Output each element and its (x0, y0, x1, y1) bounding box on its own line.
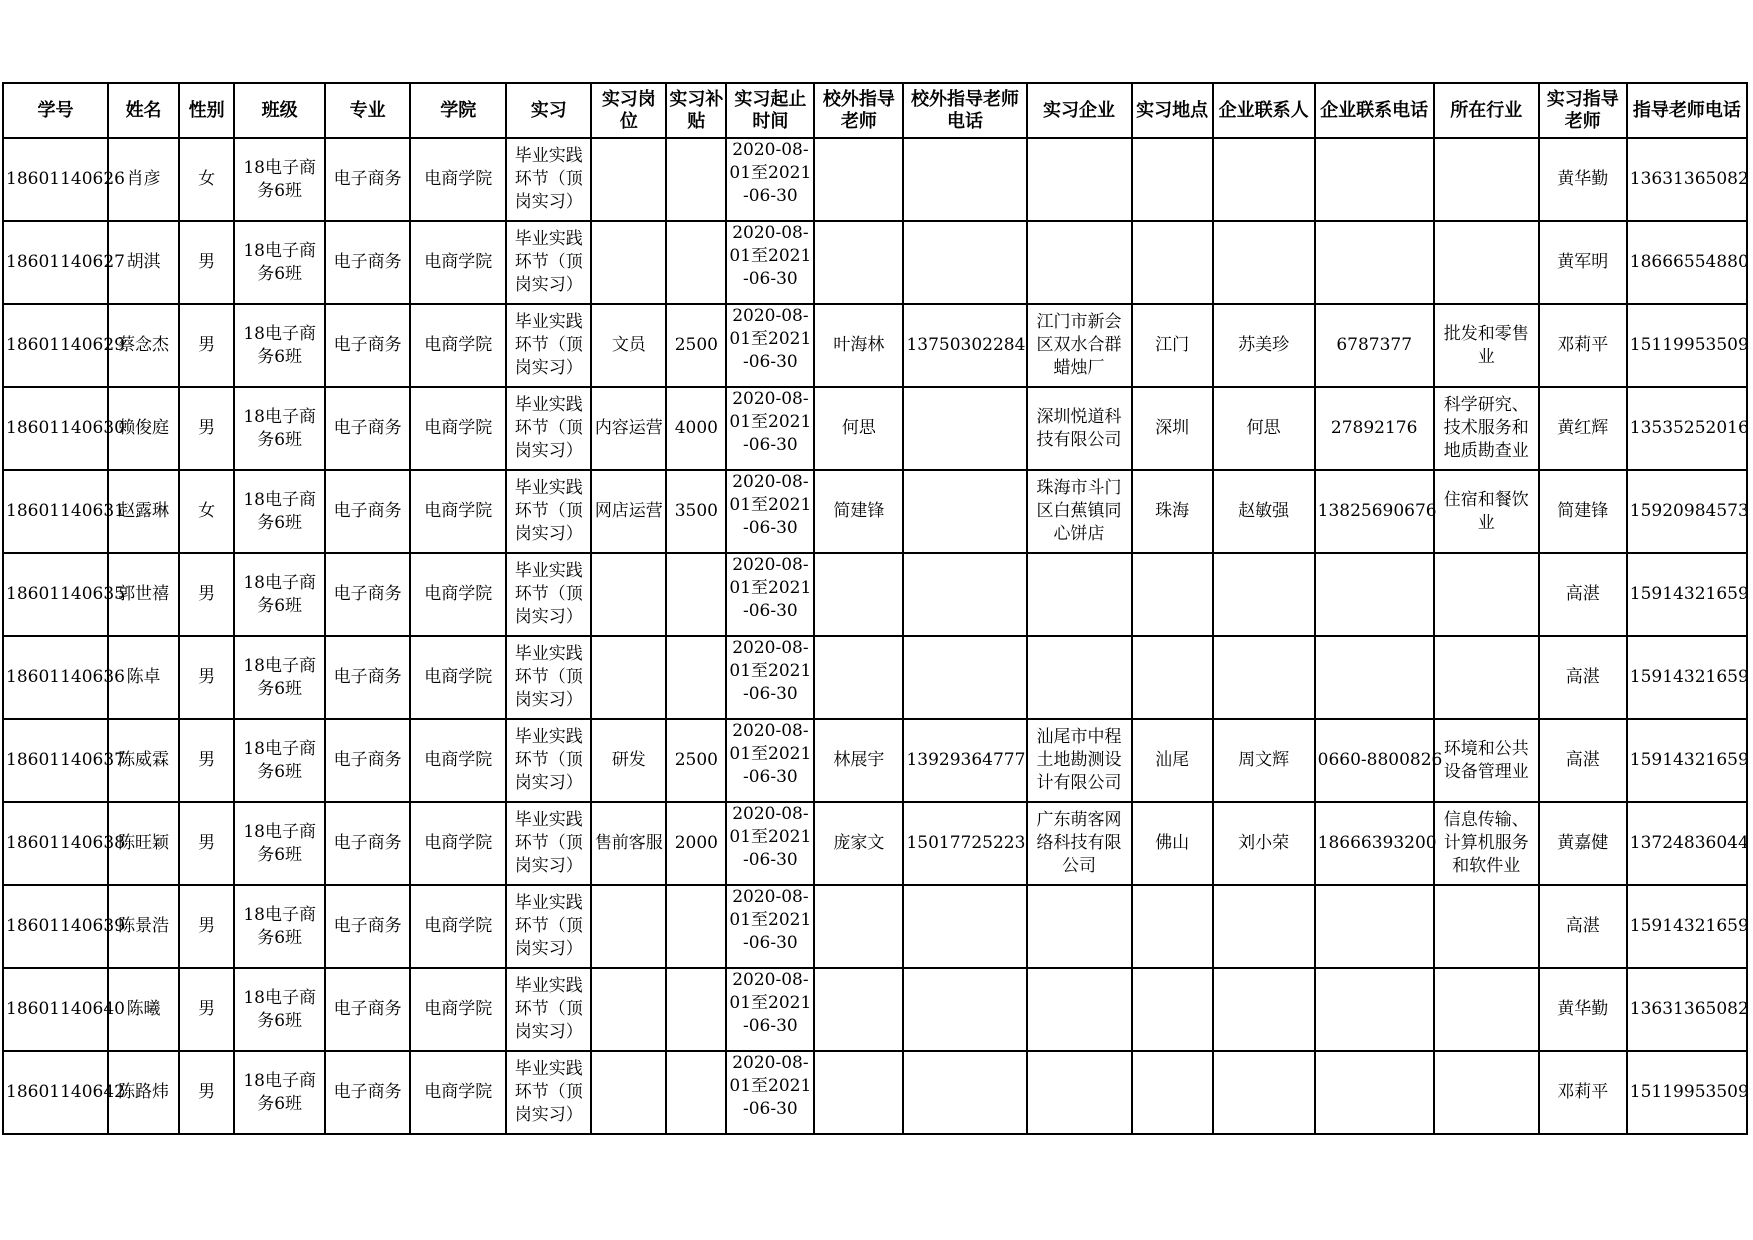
class-cell: 18电子商务6班 (234, 802, 325, 885)
column-header: 校外指导老师电话 (903, 83, 1026, 138)
gender-cell: 男 (179, 304, 234, 387)
student-id-cell: 18601140626 (3, 138, 108, 221)
external-teacher-phone-cell: 13750302284 (903, 304, 1026, 387)
external-teacher-cell (814, 968, 903, 1051)
company-cell (1027, 138, 1132, 221)
company-contact-phone-cell: 13825690676 (1315, 470, 1434, 553)
position-cell: 研发 (591, 719, 666, 802)
table-row (3, 968, 1747, 1051)
table-row (3, 636, 1747, 719)
major-cell: 电子商务 (325, 304, 410, 387)
gender-cell: 男 (179, 1051, 234, 1134)
external-teacher-phone-cell (903, 221, 1026, 304)
company-cell (1027, 1051, 1132, 1134)
student-id-cell: 18601140638 (3, 802, 108, 885)
student-name-cell: 陈曦 (108, 968, 179, 1051)
external-teacher-cell: 简建锋 (814, 470, 903, 553)
teacher-phone-cell: 13724836044 (1627, 802, 1747, 885)
company-cell: 江门市新会区双水合群蜡烛厂 (1027, 304, 1132, 387)
company-contact-cell (1213, 885, 1315, 968)
student-name-cell: 陈旺颖 (108, 802, 179, 885)
internship-type-cell: 毕业实践环节（顶岗实习） (506, 802, 591, 885)
location-cell (1132, 885, 1213, 968)
student-id-cell: 18601140631 (3, 470, 108, 553)
company-contact-cell: 苏美珍 (1213, 304, 1315, 387)
column-header: 企业联系人 (1213, 83, 1315, 138)
period-cell (726, 719, 814, 802)
period-text: 2020-08-01至2021-06-30 (729, 389, 812, 455)
college-cell: 电商学院 (410, 221, 506, 304)
student-name-cell: 郭世禧 (108, 553, 179, 636)
teacher-cell: 黄华勤 (1539, 138, 1627, 221)
gender-cell: 男 (179, 221, 234, 304)
subsidy-cell: 3500 (666, 470, 726, 553)
college-cell: 电商学院 (410, 387, 506, 470)
major-cell: 电子商务 (325, 885, 410, 968)
college-cell: 电商学院 (410, 636, 506, 719)
major-cell: 电子商务 (325, 470, 410, 553)
college-cell: 电商学院 (410, 968, 506, 1051)
internship-type-cell: 毕业实践环节（顶岗实习） (506, 636, 591, 719)
period-cell (726, 1051, 814, 1134)
column-header: 学号 (3, 83, 108, 138)
teacher-phone-cell: 15119953509 (1627, 1051, 1747, 1134)
teacher-cell: 黄华勤 (1539, 968, 1627, 1051)
class-cell: 18电子商务6班 (234, 885, 325, 968)
student-id-cell: 18601140636 (3, 636, 108, 719)
class-cell: 18电子商务6班 (234, 1051, 325, 1134)
column-header: 企业联系电话 (1315, 83, 1434, 138)
column-header: 班级 (234, 83, 325, 138)
teacher-phone-cell: 13535252016 (1627, 387, 1747, 470)
period-cell (726, 553, 814, 636)
company-contact-cell (1213, 968, 1315, 1051)
column-header: 学院 (410, 83, 506, 138)
internship-table (2, 82, 1748, 1135)
student-id-cell: 18601140630 (3, 387, 108, 470)
internship-type-cell: 毕业实践环节（顶岗实习） (506, 221, 591, 304)
major-cell: 电子商务 (325, 719, 410, 802)
gender-cell: 男 (179, 387, 234, 470)
subsidy-cell: 4000 (666, 387, 726, 470)
period-text: 2020-08-01至2021-06-30 (729, 721, 812, 787)
company-cell: 深圳悦道科技有限公司 (1027, 387, 1132, 470)
student-id-cell: 18601140639 (3, 885, 108, 968)
column-header: 性别 (179, 83, 234, 138)
teacher-cell: 高湛 (1539, 719, 1627, 802)
external-teacher-phone-cell: 15017725223 (903, 802, 1026, 885)
column-header: 实习地点 (1132, 83, 1213, 138)
student-id-cell: 18601140640 (3, 968, 108, 1051)
college-cell: 电商学院 (410, 553, 506, 636)
period-text: 2020-08-01至2021-06-30 (729, 804, 812, 870)
company-contact-cell (1213, 138, 1315, 221)
position-cell (591, 885, 666, 968)
teacher-phone-cell: 13631365082 (1627, 968, 1747, 1051)
location-cell: 深圳 (1132, 387, 1213, 470)
external-teacher-phone-cell: 13929364777 (903, 719, 1026, 802)
table-row (3, 221, 1747, 304)
company-contact-cell: 周文辉 (1213, 719, 1315, 802)
company-contact-cell (1213, 553, 1315, 636)
company-contact-cell (1213, 636, 1315, 719)
college-cell: 电商学院 (410, 1051, 506, 1134)
period-cell (726, 387, 814, 470)
teacher-cell: 黄嘉健 (1539, 802, 1627, 885)
college-cell: 电商学院 (410, 802, 506, 885)
college-cell: 电商学院 (410, 719, 506, 802)
company-cell: 广东萌客网络科技有限公司 (1027, 802, 1132, 885)
period-text: 2020-08-01至2021-06-30 (729, 970, 812, 1036)
class-cell: 18电子商务6班 (234, 968, 325, 1051)
location-cell: 汕尾 (1132, 719, 1213, 802)
industry-cell (1434, 138, 1539, 221)
college-cell: 电商学院 (410, 304, 506, 387)
period-text: 2020-08-01至2021-06-30 (729, 1053, 812, 1119)
period-cell (726, 802, 814, 885)
table-row (3, 387, 1747, 470)
gender-cell: 男 (179, 968, 234, 1051)
column-header: 实习岗位 (591, 83, 666, 138)
class-cell: 18电子商务6班 (234, 719, 325, 802)
external-teacher-cell: 庞家文 (814, 802, 903, 885)
internship-type-cell: 毕业实践环节（顶岗实习） (506, 553, 591, 636)
teacher-cell: 高湛 (1539, 636, 1627, 719)
table-row (3, 719, 1747, 802)
external-teacher-phone-cell (903, 138, 1026, 221)
industry-cell (1434, 636, 1539, 719)
company-contact-cell: 赵敏强 (1213, 470, 1315, 553)
column-header: 实习起止时间 (726, 83, 814, 138)
major-cell: 电子商务 (325, 802, 410, 885)
company-contact-cell: 刘小荣 (1213, 802, 1315, 885)
gender-cell: 男 (179, 719, 234, 802)
subsidy-cell (666, 968, 726, 1051)
teacher-phone-cell: 15914321659 (1627, 636, 1747, 719)
position-cell (591, 553, 666, 636)
internship-sheet (2, 82, 1748, 1135)
industry-cell: 信息传输、计算机服务和软件业 (1434, 802, 1539, 885)
student-id-cell: 18601140629 (3, 304, 108, 387)
subsidy-cell: 2500 (666, 719, 726, 802)
company-cell (1027, 636, 1132, 719)
gender-cell: 男 (179, 636, 234, 719)
company-contact-phone-cell (1315, 1051, 1434, 1134)
class-cell: 18电子商务6班 (234, 387, 325, 470)
column-header: 专业 (325, 83, 410, 138)
external-teacher-cell (814, 885, 903, 968)
column-header: 实习补贴 (666, 83, 726, 138)
column-header: 所在行业 (1434, 83, 1539, 138)
internship-type-cell: 毕业实践环节（顶岗实习） (506, 885, 591, 968)
teacher-phone-cell: 15119953509 (1627, 304, 1747, 387)
period-text: 2020-08-01至2021-06-30 (729, 887, 812, 953)
major-cell: 电子商务 (325, 968, 410, 1051)
subsidy-cell (666, 636, 726, 719)
teacher-cell: 高湛 (1539, 553, 1627, 636)
internship-type-cell: 毕业实践环节（顶岗实习） (506, 719, 591, 802)
location-cell (1132, 636, 1213, 719)
subsidy-cell (666, 885, 726, 968)
college-cell: 电商学院 (410, 470, 506, 553)
teacher-phone-cell: 15914321659 (1627, 553, 1747, 636)
company-contact-phone-cell (1315, 636, 1434, 719)
company-contact-phone-cell (1315, 221, 1434, 304)
teacher-cell: 简建锋 (1539, 470, 1627, 553)
table-row (3, 1051, 1747, 1134)
location-cell: 江门 (1132, 304, 1213, 387)
teacher-cell: 邓莉平 (1539, 304, 1627, 387)
position-cell: 售前客服 (591, 802, 666, 885)
external-teacher-phone-cell (903, 885, 1026, 968)
period-text: 2020-08-01至2021-06-30 (729, 140, 812, 206)
gender-cell: 女 (179, 470, 234, 553)
period-text: 2020-08-01至2021-06-30 (729, 638, 812, 704)
period-cell (726, 304, 814, 387)
internship-type-cell: 毕业实践环节（顶岗实习） (506, 1051, 591, 1134)
industry-cell (1434, 553, 1539, 636)
gender-cell: 男 (179, 885, 234, 968)
company-contact-cell (1213, 221, 1315, 304)
student-name-cell: 陈卓 (108, 636, 179, 719)
internship-type-cell: 毕业实践环节（顶岗实习） (506, 138, 591, 221)
college-cell: 电商学院 (410, 885, 506, 968)
table-row (3, 470, 1747, 553)
column-header: 实习 (506, 83, 591, 138)
company-contact-phone-cell: 0660-8800826 (1315, 719, 1434, 802)
external-teacher-phone-cell (903, 387, 1026, 470)
company-contact-cell (1213, 1051, 1315, 1134)
class-cell: 18电子商务6班 (234, 138, 325, 221)
student-id-cell: 18601140637 (3, 719, 108, 802)
industry-cell: 住宿和餐饮业 (1434, 470, 1539, 553)
period-cell (726, 470, 814, 553)
company-cell: 汕尾市中程土地勘测设计有限公司 (1027, 719, 1132, 802)
internship-type-cell: 毕业实践环节（顶岗实习） (506, 470, 591, 553)
external-teacher-cell (814, 553, 903, 636)
external-teacher-cell (814, 138, 903, 221)
student-id-cell: 18601140627 (3, 221, 108, 304)
external-teacher-phone-cell (903, 636, 1026, 719)
company-contact-phone-cell (1315, 553, 1434, 636)
industry-cell: 科学研究、技术服务和地质勘查业 (1434, 387, 1539, 470)
company-contact-phone-cell (1315, 968, 1434, 1051)
industry-cell (1434, 221, 1539, 304)
teacher-cell: 黄红辉 (1539, 387, 1627, 470)
industry-cell: 环境和公共设备管理业 (1434, 719, 1539, 802)
column-header: 实习指导老师 (1539, 83, 1627, 138)
period-text: 2020-08-01至2021-06-30 (729, 306, 812, 372)
position-cell (591, 1051, 666, 1134)
company-contact-phone-cell (1315, 885, 1434, 968)
company-contact-phone-cell: 18666393200 (1315, 802, 1434, 885)
period-cell (726, 636, 814, 719)
college-cell: 电商学院 (410, 138, 506, 221)
industry-cell (1434, 968, 1539, 1051)
class-cell: 18电子商务6班 (234, 470, 325, 553)
gender-cell: 女 (179, 138, 234, 221)
gender-cell: 男 (179, 553, 234, 636)
student-name-cell: 陈威霖 (108, 719, 179, 802)
column-header: 实习企业 (1027, 83, 1132, 138)
column-header: 指导老师电话 (1627, 83, 1747, 138)
subsidy-cell: 2000 (666, 802, 726, 885)
internship-type-cell: 毕业实践环节（顶岗实习） (506, 968, 591, 1051)
subsidy-cell (666, 1051, 726, 1134)
location-cell: 佛山 (1132, 802, 1213, 885)
teacher-cell: 高湛 (1539, 885, 1627, 968)
major-cell: 电子商务 (325, 636, 410, 719)
student-name-cell: 陈景浩 (108, 885, 179, 968)
company-cell (1027, 221, 1132, 304)
teacher-phone-cell: 15914321659 (1627, 719, 1747, 802)
student-name-cell: 赵露琳 (108, 470, 179, 553)
class-cell: 18电子商务6班 (234, 553, 325, 636)
subsidy-cell: 2500 (666, 304, 726, 387)
external-teacher-phone-cell (903, 1051, 1026, 1134)
teacher-phone-cell: 18666554880 (1627, 221, 1747, 304)
company-cell (1027, 968, 1132, 1051)
external-teacher-cell (814, 1051, 903, 1134)
table-row (3, 138, 1747, 221)
location-cell (1132, 968, 1213, 1051)
period-cell (726, 968, 814, 1051)
major-cell: 电子商务 (325, 221, 410, 304)
period-text: 2020-08-01至2021-06-30 (729, 223, 812, 289)
position-cell: 内容运营 (591, 387, 666, 470)
period-text: 2020-08-01至2021-06-30 (729, 555, 812, 621)
student-name-cell: 赖俊庭 (108, 387, 179, 470)
class-cell: 18电子商务6班 (234, 221, 325, 304)
location-cell (1132, 138, 1213, 221)
major-cell: 电子商务 (325, 387, 410, 470)
external-teacher-phone-cell (903, 470, 1026, 553)
class-cell: 18电子商务6班 (234, 636, 325, 719)
teacher-phone-cell: 13631365082 (1627, 138, 1747, 221)
company-cell (1027, 885, 1132, 968)
table-row (3, 553, 1747, 636)
column-header: 姓名 (108, 83, 179, 138)
internship-type-cell: 毕业实践环节（顶岗实习） (506, 304, 591, 387)
location-cell (1132, 553, 1213, 636)
header-row (3, 83, 1747, 138)
position-cell (591, 636, 666, 719)
location-cell (1132, 221, 1213, 304)
company-contact-phone-cell (1315, 138, 1434, 221)
industry-cell (1434, 1051, 1539, 1134)
subsidy-cell (666, 221, 726, 304)
period-cell (726, 138, 814, 221)
external-teacher-cell: 叶海林 (814, 304, 903, 387)
external-teacher-cell (814, 636, 903, 719)
period-text: 2020-08-01至2021-06-30 (729, 472, 812, 538)
student-name-cell: 蔡念杰 (108, 304, 179, 387)
teacher-cell: 黄军明 (1539, 221, 1627, 304)
company-contact-phone-cell: 6787377 (1315, 304, 1434, 387)
internship-type-cell: 毕业实践环节（顶岗实习） (506, 387, 591, 470)
position-cell (591, 968, 666, 1051)
external-teacher-phone-cell (903, 553, 1026, 636)
period-cell (726, 885, 814, 968)
column-header: 校外指导老师 (814, 83, 903, 138)
industry-cell: 批发和零售业 (1434, 304, 1539, 387)
teacher-phone-cell: 15920984573 (1627, 470, 1747, 553)
company-cell: 珠海市斗门区白蕉镇同心饼店 (1027, 470, 1132, 553)
external-teacher-cell: 何思 (814, 387, 903, 470)
position-cell (591, 221, 666, 304)
external-teacher-cell (814, 221, 903, 304)
position-cell: 文员 (591, 304, 666, 387)
major-cell: 电子商务 (325, 553, 410, 636)
table-row (3, 885, 1747, 968)
location-cell: 珠海 (1132, 470, 1213, 553)
position-cell: 网店运营 (591, 470, 666, 553)
teacher-phone-cell: 15914321659 (1627, 885, 1747, 968)
student-name-cell: 肖彦 (108, 138, 179, 221)
student-id-cell: 18601140635 (3, 553, 108, 636)
student-id-cell: 18601140642 (3, 1051, 108, 1134)
subsidy-cell (666, 138, 726, 221)
table-body (3, 138, 1747, 1134)
location-cell (1132, 1051, 1213, 1134)
industry-cell (1434, 885, 1539, 968)
gender-cell: 男 (179, 802, 234, 885)
student-name-cell: 陈路炜 (108, 1051, 179, 1134)
teacher-cell: 邓莉平 (1539, 1051, 1627, 1134)
table-row (3, 304, 1747, 387)
major-cell: 电子商务 (325, 138, 410, 221)
class-cell: 18电子商务6班 (234, 304, 325, 387)
external-teacher-phone-cell (903, 968, 1026, 1051)
company-contact-cell: 何思 (1213, 387, 1315, 470)
period-cell (726, 221, 814, 304)
subsidy-cell (666, 553, 726, 636)
position-cell (591, 138, 666, 221)
external-teacher-cell: 林展宇 (814, 719, 903, 802)
student-name-cell: 胡淇 (108, 221, 179, 304)
major-cell: 电子商务 (325, 1051, 410, 1134)
company-contact-phone-cell: 27892176 (1315, 387, 1434, 470)
table-row (3, 802, 1747, 885)
company-cell (1027, 553, 1132, 636)
